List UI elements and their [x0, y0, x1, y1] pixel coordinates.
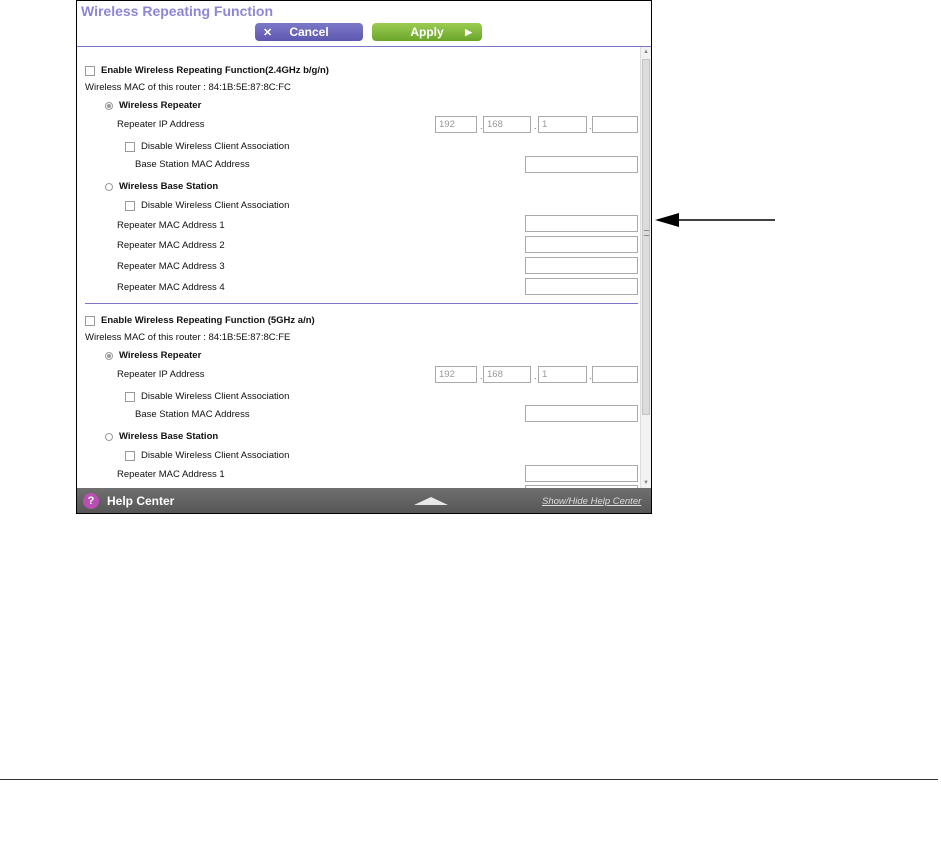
rep-mac-3-input[interactable] — [525, 257, 638, 274]
rep-mac-2-input[interactable] — [525, 236, 638, 253]
base-mac-label-5: Base Station MAC Address — [135, 409, 250, 420]
ip-separator: . — [480, 121, 483, 131]
disable-assoc-24b-row — [125, 200, 289, 211]
apply-label: Apply — [410, 25, 444, 39]
disable-assoc-5b-label: Disable Wireless Client Association — [141, 450, 290, 461]
router-settings-window — [76, 0, 652, 514]
play-arrow-icon: ▶ — [465, 26, 472, 37]
base-station-24-row — [105, 181, 218, 192]
rep-mac-4-input[interactable] — [525, 278, 638, 295]
ip-separator: . — [589, 121, 592, 131]
disable-assoc-24-checkbox[interactable] — [125, 142, 135, 152]
rep-mac-4-label: Repeater MAC Address 4 — [117, 282, 225, 293]
mac-5ghz-text: Wireless MAC of this router : 84:1B:5E:87:8C:FE — [85, 332, 291, 343]
help-center-label: Help Center — [107, 494, 175, 508]
base-station-5-row — [105, 431, 218, 442]
page-divider — [0, 779, 938, 780]
cancel-button[interactable] — [255, 23, 363, 41]
rep-mac-1-label-5: Repeater MAC Address 1 — [117, 469, 225, 480]
section-divider — [85, 303, 638, 304]
scrollbar-thumb[interactable] — [642, 59, 650, 415]
close-icon: ✕ — [263, 26, 273, 39]
disable-assoc-5-label: Disable Wireless Client Association — [141, 391, 290, 402]
ip-octet-1[interactable]: 192 — [435, 116, 477, 133]
mac-24ghz-text: Wireless MAC of this router : 84:1B:5E:87:8C:FC — [85, 82, 291, 93]
ip-separator: . — [589, 371, 592, 381]
repeater-5ghz-row — [105, 350, 201, 361]
disable-assoc-24-label: Disable Wireless Client Association — [141, 141, 290, 152]
ip5-octet-3[interactable]: 1 — [538, 366, 587, 383]
repeater-24ghz-radio[interactable] — [105, 102, 113, 110]
repeater-ip-label: Repeater IP Address — [117, 119, 205, 130]
settings-panel — [77, 47, 639, 488]
disable-assoc-24-row — [125, 141, 289, 152]
disable-assoc-24b-label: Disable Wireless Client Association — [141, 200, 290, 211]
base-mac-input[interactable] — [525, 156, 638, 173]
ip-separator: . — [534, 121, 537, 131]
repeater-24ghz-row — [105, 100, 201, 111]
scroll-up-icon[interactable]: ▲ — [643, 49, 649, 55]
enable-5ghz-label: Enable Wireless Repeating Function (5GHz a/n) — [101, 315, 315, 326]
page-title: Wireless Repeating Function — [81, 3, 274, 19]
disable-assoc-5-row — [125, 391, 289, 402]
ip5-octet-1[interactable]: 192 — [435, 366, 477, 383]
callout-arrow-icon — [655, 211, 775, 229]
help-icon[interactable]: ? — [83, 493, 99, 509]
ip-octet-4[interactable] — [592, 116, 638, 133]
disable-assoc-5b-checkbox[interactable] — [125, 451, 135, 461]
ip-separator: . — [480, 371, 483, 381]
help-center-bar — [77, 488, 651, 514]
ip-octet-2[interactable]: 168 — [483, 116, 531, 133]
show-hide-help-link[interactable]: Show/Hide Help Center — [542, 496, 642, 507]
enable-24ghz-label: Enable Wireless Repeating Function(2.4GHz b/g/n) — [101, 65, 329, 76]
base-station-24-radio[interactable] — [105, 183, 113, 191]
base-mac-label: Base Station MAC Address — [135, 159, 250, 170]
disable-assoc-24b-checkbox[interactable] — [125, 201, 135, 211]
expand-triangle-icon[interactable] — [414, 497, 448, 505]
rep-mac-1-label: Repeater MAC Address 1 — [117, 220, 225, 231]
repeater-5ghz-radio[interactable] — [105, 352, 113, 360]
ip-separator: . — [534, 371, 537, 381]
ip5-octet-4[interactable] — [592, 366, 638, 383]
rep-mac-2-label: Repeater MAC Address 2 — [117, 240, 225, 251]
disable-assoc-5-checkbox[interactable] — [125, 392, 135, 402]
rep-mac-1-input-5[interactable] — [525, 465, 638, 482]
ip-octet-3[interactable]: 1 — [538, 116, 587, 133]
repeater-5ghz-label: Wireless Repeater — [119, 350, 202, 361]
base-mac-input-5[interactable] — [525, 405, 638, 422]
base-station-5-radio[interactable] — [105, 433, 113, 441]
enable-5ghz-row — [85, 315, 315, 326]
ip5-octet-2[interactable]: 168 — [483, 366, 531, 383]
base-station-5-label: Wireless Base Station — [119, 431, 219, 442]
scroll-down-icon[interactable]: ▼ — [643, 480, 649, 486]
rep-mac-3-label: Repeater MAC Address 3 — [117, 261, 225, 272]
base-station-24-label: Wireless Base Station — [119, 181, 219, 192]
enable-24ghz-checkbox[interactable] — [85, 66, 95, 76]
repeater-ip-label-5: Repeater IP Address — [117, 369, 205, 380]
cancel-label: Cancel — [289, 25, 329, 39]
grip-icon — [644, 230, 649, 236]
apply-button[interactable] — [372, 23, 482, 41]
rep-mac-1-input[interactable] — [525, 215, 638, 232]
enable-24ghz-row — [85, 65, 329, 76]
enable-5ghz-checkbox[interactable] — [85, 316, 95, 326]
repeater-24ghz-label: Wireless Repeater — [119, 100, 202, 111]
vertical-scrollbar[interactable] — [640, 47, 651, 488]
disable-assoc-5b-row — [125, 450, 289, 461]
